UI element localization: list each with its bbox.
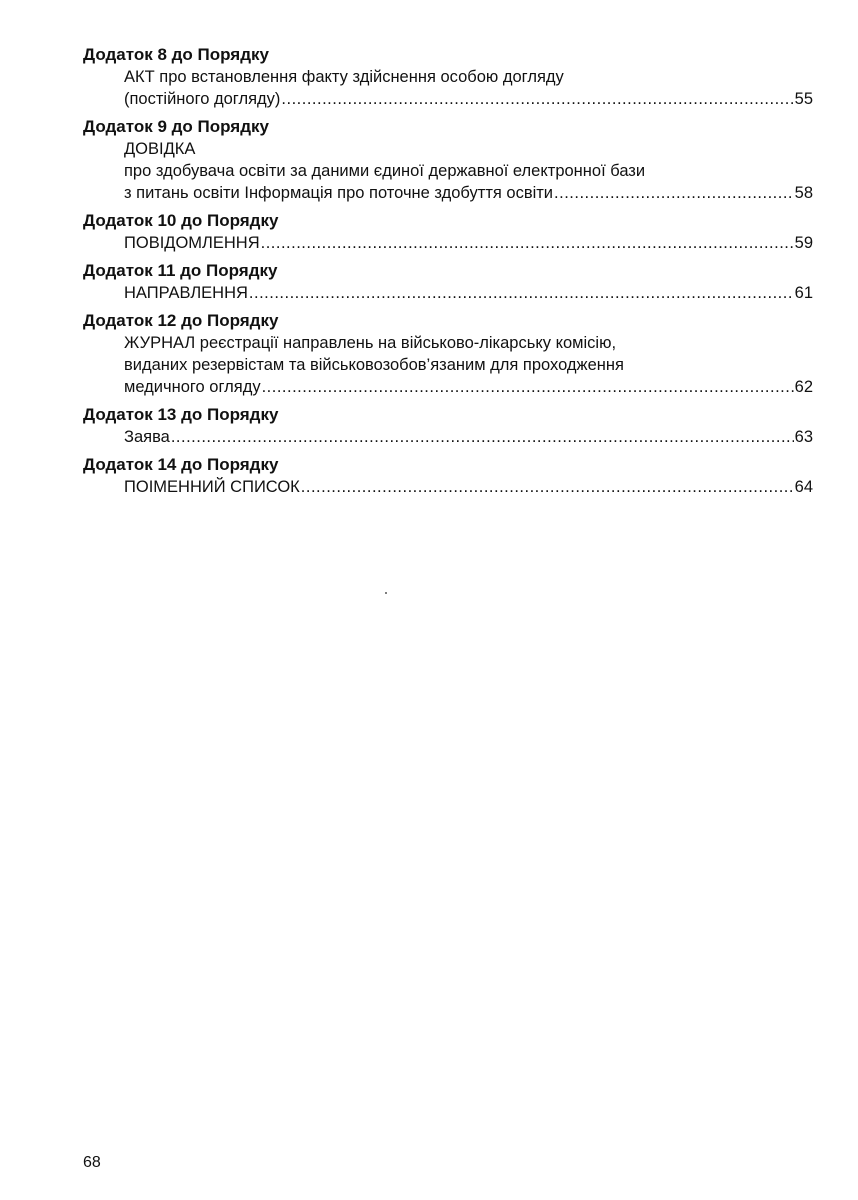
toc-entry-body <box>83 138 813 204</box>
toc-page-number: 62 <box>794 378 813 396</box>
toc-entry-leader-line[interactable] <box>124 476 813 498</box>
toc-entry-leader-line[interactable] <box>124 426 813 448</box>
toc-entry-leader-line[interactable] <box>124 88 813 110</box>
dot-leader <box>249 282 794 304</box>
toc-entry <box>83 210 813 254</box>
toc-entry-leader-line[interactable] <box>124 282 813 304</box>
toc-entry-title: ПОІМЕННИЙ СПИСОК <box>124 478 300 496</box>
toc-entry-title: з питань освіти Інформація про поточне здобуття освіти <box>124 184 554 202</box>
toc-entry-title: Заява <box>124 428 170 446</box>
toc-entry-title: медичного огляду <box>124 378 261 396</box>
toc-entry-body <box>83 426 813 448</box>
toc-entry <box>83 310 813 398</box>
toc-entry-heading: Додаток 13 до Порядку <box>83 405 279 424</box>
toc-entry <box>83 260 813 304</box>
toc-entry <box>83 116 813 204</box>
dot-leader <box>301 476 794 498</box>
page-number: 68 <box>83 1154 101 1171</box>
toc-entry-heading: Додаток 12 до Порядку <box>83 311 279 330</box>
toc-entry-leader-line[interactable] <box>124 232 813 254</box>
toc-entry-body <box>83 476 813 498</box>
dot-leader <box>171 426 794 448</box>
toc-entry <box>83 44 813 110</box>
toc-entry-title: ПОВІДОМЛЕННЯ <box>124 234 260 252</box>
toc-entry-line: АКТ про встановлення факту здійснення особою догляду <box>124 68 564 86</box>
toc-entry-line: ДОВІДКА <box>124 140 196 158</box>
dot-leader <box>281 88 793 110</box>
toc-entry-body <box>83 66 813 110</box>
toc-entry-title: НАПРАВЛЕННЯ <box>124 284 248 302</box>
toc-page-number: 63 <box>794 428 813 446</box>
toc-entry-line: ЖУРНАЛ реєстрації направлень на військово-лікарську комісію, <box>124 334 617 352</box>
toc-page-number: 64 <box>794 478 813 496</box>
toc-entry-body <box>83 232 813 254</box>
toc-page-number: 61 <box>794 284 813 302</box>
toc-entry-line: виданих резервістам та військовозобов’язаним для проходження <box>124 356 624 374</box>
toc-entry-body <box>83 332 813 398</box>
toc-page-number: 55 <box>794 90 813 108</box>
toc-entry-heading: Додаток 9 до Порядку <box>83 117 269 136</box>
toc-entry-leader-line[interactable] <box>124 376 813 398</box>
dot-leader <box>261 232 794 254</box>
toc-entry-line: про здобувача освіти за даними єдиної державної електронної бази <box>124 162 646 180</box>
toc-entry-heading: Додаток 14 до Порядку <box>83 455 279 474</box>
toc-entry-heading: Додаток 10 до Порядку <box>83 211 279 230</box>
toc-entry-heading: Додаток 8 до Порядку <box>83 45 269 64</box>
toc-page-number: 58 <box>794 184 813 202</box>
toc-entry-title: (постійного догляду) <box>124 90 281 108</box>
toc-entry <box>83 454 813 498</box>
toc-entry-body <box>83 282 813 304</box>
toc-entry-heading: Додаток 11 до Порядку <box>83 261 278 280</box>
toc-entry <box>83 404 813 448</box>
dot-leader <box>262 376 794 398</box>
toc-page-number: 59 <box>794 234 813 252</box>
toc-entry-leader-line[interactable] <box>124 182 813 204</box>
dot-leader <box>554 182 794 204</box>
table-of-contents <box>83 44 813 504</box>
scan-speck <box>385 592 387 594</box>
